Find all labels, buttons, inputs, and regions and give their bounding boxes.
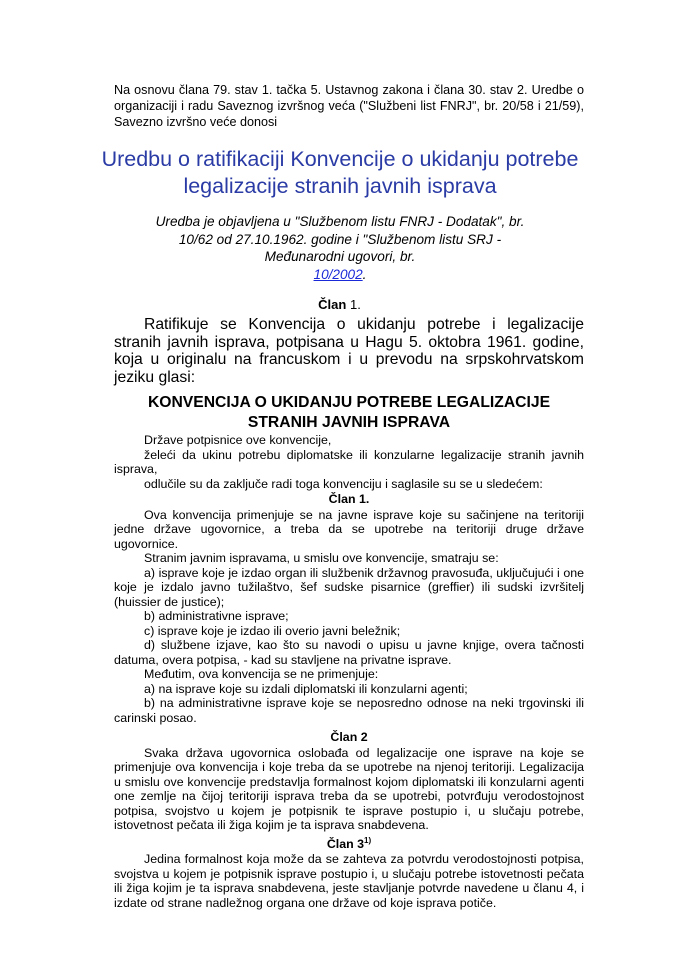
publication-note xyxy=(150,213,530,283)
list-item: a) isprave koje je izdao organ ili službenik državnog pravosuđa, uključujući i one koje je izdalo javno tužilaštvo, šef sudske pisarnice (greffier) ili sudski izvršitelj (huissier de justice); xyxy=(114,565,584,609)
publication-end: . xyxy=(362,266,367,282)
convention-body xyxy=(114,433,584,910)
article-1-convention-heading: Član 1. xyxy=(328,492,370,506)
article-number: 1. xyxy=(349,297,361,312)
publication-text: Uredba je objavljena u "Službenom listu FNRJ - Dodatak", br. 10/62 od 27.10.1962. godine i "Službenom listu SRJ - Međunarodni ugovori, br. xyxy=(155,214,525,264)
list-item: d) službene izjave, kao što su navodi o upisu u javne knjige, overa tačnosti datuma, overa potpisa, - kad su stavljene na privatne isprave. xyxy=(114,638,584,667)
ratification-text: Ratifikuje se Konvencija o ukidanju potrebe i legalizacije stranih javnih isprava, potpisana u Hagu 5. oktobra 1961. godine, koja u originalu na francuskom i u prevodu na srpskohrvatskom jeziku glasi: xyxy=(114,316,584,386)
article-2-heading: Član 2 xyxy=(330,730,368,744)
article-word: Član xyxy=(318,297,347,312)
article-1-heading xyxy=(0,297,679,312)
article-3-heading xyxy=(114,834,584,852)
article-paragraph: Ova konvencija primenjuje se na javne isprave koje su sačinjene na teritoriji jedne države ugovornice, a treba da se upotrebe na teritoriji druge države ugovornice. xyxy=(114,507,584,551)
article-3-title: Član 3 xyxy=(326,836,365,851)
footnote-mark[interactable]: 1) xyxy=(364,835,372,845)
list-item: b) administrativne isprave; xyxy=(144,609,289,623)
list-item: b) na administrativne isprave koje se neposredno odnose na neki trgovinski ili carinski posao. xyxy=(114,696,584,725)
gazette-link[interactable]: 10/2002 xyxy=(313,266,363,282)
list-item: c) isprave koje je izdao ili overio javni beležnik; xyxy=(144,623,401,638)
convention-title: KONVENCIJA O UKIDANJU POTREBE LEGALIZACIJE STRANIH JAVNIH ISPRAVA xyxy=(147,394,551,431)
preamble-line: odlučile su da zaključe radi toga konvenciju i saglasile su se u sledećem: xyxy=(144,476,543,491)
document-title: Uredbu o ratifikaciji Konvencije o ukidanju potrebe legalizacije stranih javnih isprava xyxy=(101,147,579,198)
preamble-line: Države potpisnice ove konvencije, xyxy=(144,433,332,447)
list-item: a) na isprave koje su izdali diplomatski ili konzularni agenti; xyxy=(144,681,468,696)
article-paragraph: Svaka država ugovornica oslobađa od legalizacije one isprave na koje se primenjuje ova konvencija i koje treba da se upotrebe na njenoj teritoriji. Legalizacija u smislu ove konvencije predstavlja formalnost kojom diplomatski ili konzularni agenti one zemlje na čijoj teritoriji isprava treba da se upotrebi, potvrđuju verodostojnost potpisa, svojstvo u kojem je potpisnik te isprave postupio i, u slučaju potrebe, istovetnost pečata ili žiga kojim je ta isprava snabdevena. xyxy=(114,745,584,832)
article-paragraph: Međutim, ova konvencija se ne primenjuje: xyxy=(144,667,379,681)
preamble-line: želeći da ukinu potrebu diplomatske ili konzularne legalizacije stranih javnih isprava, xyxy=(114,447,584,476)
article-paragraph: Stranim javnim ispravama, u smislu ove konvencije, smatraju se: xyxy=(144,551,499,565)
ratification-paragraph xyxy=(114,316,584,386)
intro-paragraph: Na osnovu člana 79. stav 1. tačka 5. Ustavnog zakona i člana 30. stav 2. Uredbe o organizaciji i radu Saveznog izvršnog veća ("Službeni list FNRJ", br. 20/58 i 21/59), Savezno izvršno veće donosi xyxy=(114,83,584,129)
article-paragraph: Jedina formalnost koja može da se zahteva za potvrdu verodostojnosti potpisa, svojstva u kojem je potpisnik isprave postupio i, u slučaju potrebe istovetnosti pečata ili žiga kojim je ta isprava snabdevena, jeste stavljanje potvrde navedene u članu 4, i izdate od strane nadležnog organa one države od koje isprava potiče. xyxy=(114,852,584,910)
